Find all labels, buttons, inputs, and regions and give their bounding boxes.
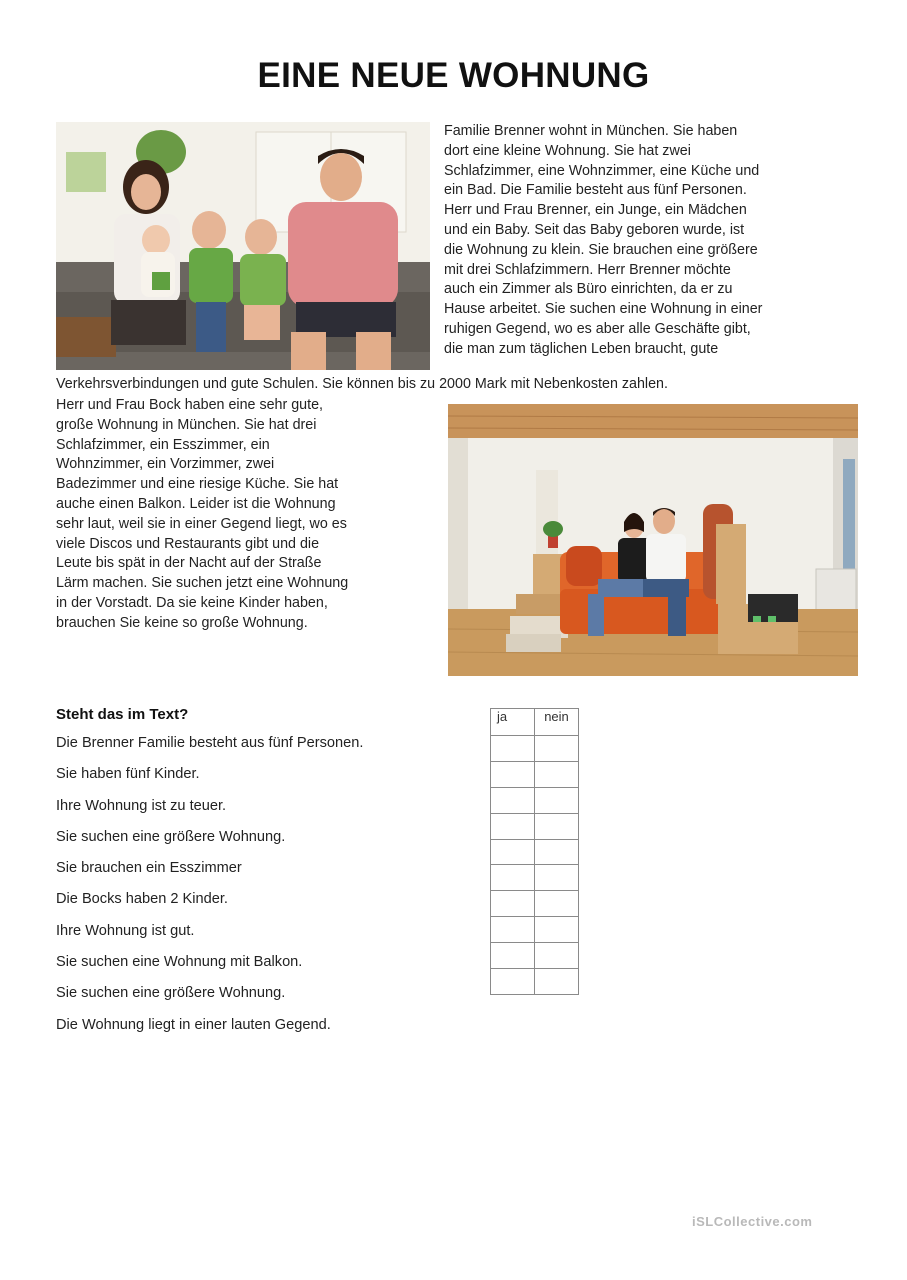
watermark: iSLCollective.com (692, 1214, 813, 1229)
page-title: EINE NEUE WOHNUNG (257, 56, 650, 95)
quiz-statement: Sie suchen eine größere Wohnung. (56, 985, 286, 1002)
family-photo (56, 122, 430, 370)
quiz-statement: Sie haben fünf Kinder. (56, 766, 200, 783)
quiz-statements (56, 732, 363, 1045)
quiz-statement: Ihre Wohnung ist zu teuer. (56, 797, 227, 814)
answer-row (491, 761, 579, 787)
answer-cell-nein[interactable] (535, 943, 579, 969)
answer-row (491, 813, 579, 839)
answer-row (491, 787, 579, 813)
column-header-ja: ja (491, 709, 535, 736)
answer-cell-nein[interactable] (535, 787, 579, 813)
quiz-statement: Sie brauchen ein Esszimmer (56, 860, 242, 877)
answer-row (491, 917, 579, 943)
answer-cell-nein[interactable] (535, 891, 579, 917)
answer-cell-ja[interactable] (491, 943, 535, 969)
answer-grid (490, 708, 579, 995)
answer-row (491, 943, 579, 969)
answer-row (491, 865, 579, 891)
quiz-statement: Die Bocks haben 2 Kinder. (56, 891, 228, 908)
answer-cell-nein[interactable] (535, 917, 579, 943)
answer-cell-nein[interactable] (535, 813, 579, 839)
answer-cell-ja[interactable] (491, 839, 535, 865)
answer-cell-nein[interactable] (535, 865, 579, 891)
quiz-statement: Die Brenner Familie besteht aus fünf Personen. (56, 735, 364, 751)
couple-photo (448, 404, 858, 676)
answer-cell-nein[interactable] (535, 839, 579, 865)
quiz-statement: Die Wohnung liegt in einer lauten Gegend. (56, 1016, 331, 1033)
answer-cell-ja[interactable] (491, 761, 535, 787)
answer-cell-nein[interactable] (535, 969, 579, 995)
answer-cell-ja[interactable] (491, 969, 535, 995)
text-bock-paragraph: Herr und Frau Bock haben eine sehr gute, große Wohnung in München. Sie hat drei Schlafzimmer, ein Esszimmer, ein Wohnzimmer, ein Vorzimmer, zwei Badezimmer und eine riesige Küche. Sie hat auche einen Balkon. Leider ist die Wohnung sehr laut, weil sie in einer Gegend liegt, wo es viele Discos und Restaurants gibt und die Leute bis spät in der Nacht auf der Straße Lärm machen. Sie suchen jetzt eine Wohnung in der Vorstadt. Da sie keine Kinder haben, brauchen Sie keine so große Wohnung. (56, 397, 349, 631)
column-header-nein: nein (535, 709, 579, 736)
answer-cell-nein[interactable] (535, 761, 579, 787)
quiz-statement: Sie suchen eine größere Wohnung. (56, 828, 286, 845)
answer-row (491, 891, 579, 917)
answer-cell-nein[interactable] (535, 736, 579, 762)
quiz-heading: Steht das im Text? (56, 706, 189, 723)
text-brenner-paragraph: Familie Brenner wohnt in München. Sie haben dort eine kleine Wohnung. Sie hat zwei Schlafzimmer, eine Wohnzimmer, eine Küche und ein Bad. Die Familie besteht aus fünf Personen. Herr und Frau Brenner, ein Junge, ein Mädchen und ein Baby. Seit das Baby geboren wurde, ist die Wohnung zu klein. Sie brauchen eine größere mit drei Schlafzimmern. Herr Brenner möchte auch ein Zimmer als Büro einrichten, da er zu Hause arbeitet. Sie suchen eine Wohnung in einer ruhigen Gegend, wo es aber alle Geschäfte gibt, die man zum täglichen Leben braucht, gute (444, 123, 763, 357)
quiz-statement: Ihre Wohnung ist gut. (56, 922, 195, 939)
answer-cell-ja[interactable] (491, 813, 535, 839)
answer-row (491, 969, 579, 995)
answer-row (491, 839, 579, 865)
answer-cell-ja[interactable] (491, 787, 535, 813)
answer-cell-ja[interactable] (491, 917, 535, 943)
text-brenner-paragraph-last-line: Verkehrsverbindungen und gute Schulen. Sie können bis zu 2000 Mark mit Nebenkosten zahlen. (56, 376, 668, 392)
answer-cell-ja[interactable] (491, 891, 535, 917)
quiz-statement: Sie suchen eine Wohnung mit Balkon. (56, 954, 303, 971)
answer-row (491, 736, 579, 762)
answer-cell-ja[interactable] (491, 736, 535, 762)
answer-cell-ja[interactable] (491, 865, 535, 891)
